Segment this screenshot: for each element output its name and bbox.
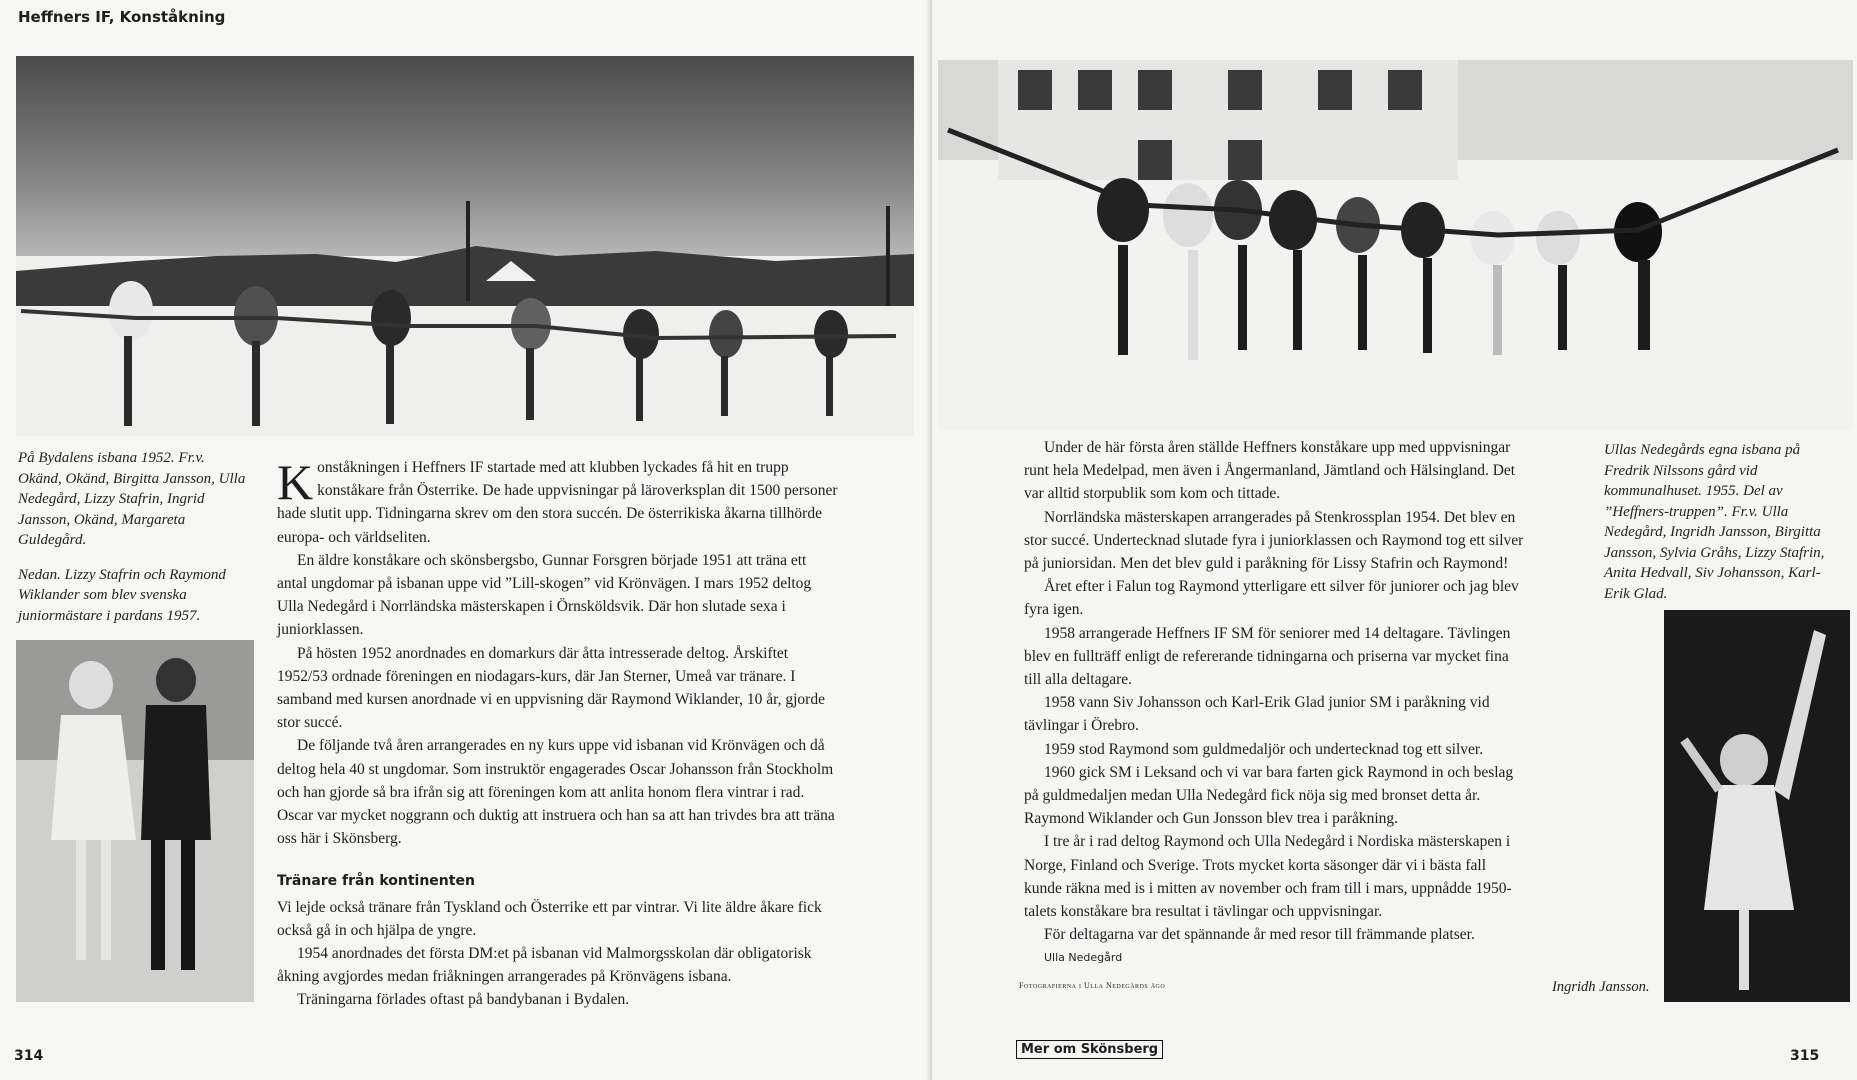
caption-bydalen: På Bydalens isbana 1952. Fr.v. Okänd, Okänd, Birgitta Jansson, Ulla Nedegård, Lizzy Stafrin, Ingrid Jansson, Okänd, Margareta Guldegård. bbox=[18, 450, 246, 548]
dropcap: K bbox=[277, 454, 314, 510]
paragraph: 1958 arrangerade Heffners IF SM för seniorer med 14 deltagare. Tävlingen blev en fullträff enligt de refererande tidningarna och priserna var mycket fina till alla deltagare. bbox=[1024, 624, 1511, 689]
paragraph: 1958 vann Siv Johansson och Karl-Erik Glad junior SM i paråkning vid tävlingar i Örebro. bbox=[1024, 694, 1490, 735]
paragraph: Norrländska mästerskapen arrangerades på Stenkrossplan 1954. Det blev en stor succé. Undertecknad slutade fyra i juniorklassen och Raymond tog ett silver på juniorsidan. Men det blev guld i paråkning för Lissy Stafrin och Raymond! bbox=[1024, 508, 1524, 573]
left-article-column bbox=[277, 456, 839, 1012]
paragraph: Året efter i Falun tog Raymond ytterligare ett silver för juniorer och jag blev fyra igen. bbox=[1024, 578, 1519, 619]
subheading: Tränare från kontinenten bbox=[277, 873, 475, 890]
photo-bydalen-skaters bbox=[16, 56, 914, 436]
photo-credit-small: Fotografierna i Ulla Nedegårds ägo bbox=[1019, 981, 1166, 990]
paragraph: 1960 gick SM i Leksand och vi var bara farten gick Raymond in och beslag på guldmedaljen medan Ulla Nedegård fick nöja sig med bronset detta år. Raymond Wiklander och Gun Jonsson blev trea i paråkning. bbox=[1024, 763, 1514, 828]
caption-pair: Nedan. Lizzy Stafrin och Raymond Wiklander som blev svenska juniormästare i pardans 1957. bbox=[18, 566, 226, 624]
right-page bbox=[932, 0, 1857, 1080]
page-number-left: 314 bbox=[14, 1048, 44, 1064]
author-signature: Ulla Nedegård bbox=[1044, 951, 1123, 965]
photo-solo-skater bbox=[1664, 610, 1850, 1002]
caption-block bbox=[18, 448, 250, 640]
photo-heffners-truppen bbox=[938, 60, 1853, 430]
paragraph: onståkningen i Heffners IF startade med att klubben lyckades få hit en trupp konståkare från Österrike. De hade uppvisningar på läroverksplan dit 1500 personer hade slutit upp. Tidningarna skrev om den stora succén. De österrikiska åkarna tillhörde europa- och världseliten. bbox=[277, 459, 838, 546]
paragraph: Träningarna förlades oftast på bandybanan i Bydalen. bbox=[297, 991, 630, 1009]
paragraph: En äldre konståkare och skönsbergsbo, Gunnar Forsgren började 1951 att träna ett antal ungdomar på isbanan uppe vid ”Lill-skogen” vid Krönvägen. I mars 1952 deltog Ulla Nedegård i Norrländska mästerskapen i Örnsköldsvik. Där hon slutade sexa i juniorklassen. bbox=[277, 551, 812, 639]
paragraph: Vi lejde också tränare från Tyskland och Österrike ett par vintrar. Vi lite äldre åkare fick också gå in och hjälpa de yngre. bbox=[277, 898, 822, 939]
paragraph: De följande två åren arrangerades en ny kurs uppe vid isbanan vid Krönvägen och då deltog hela 40 st ungdomar. Som instruktör engagerades Oscar Johansson från Stockholm och han gjorde så bra ifrån sig att föreningen kom att anlita honom flera vintrar i rad. Oscar var mycket noggrann och duktig att instruera och han sa att han trivdes bra att träna oss här i Skönsberg. bbox=[277, 737, 835, 848]
paragraph: Under de här första åren ställde Heffners konståkare upp med uppvisningar runt hela Medelpad, men även i Ångermanland, Jämtland och Hälsingland. Det var alltid storpublik som kom och tittade. bbox=[1024, 439, 1516, 503]
photo-pair-skaters bbox=[16, 640, 254, 1002]
caption-truppen: Ullas Nedegårds egna isbana på Fredrik Nilssons gård vid kommunalhuset. 1955. Del av ”Heffners-truppen”. Fr.v. Ulla Nedegård, Ingridh Jansson, Birgitta Jansson, Sylvia Gråhs, Lizzy Stafrin, Anita Hedvall, Siv Johansson, Karl-Erik Glad. bbox=[1604, 442, 1825, 602]
right-article-column bbox=[1024, 436, 1524, 970]
paragraph: För deltagarna var det spännande år med resor till främmande platser. bbox=[1044, 926, 1475, 944]
footer-section-label: Mer om Skönsberg bbox=[1016, 1040, 1163, 1059]
paragraph: 1954 anordnades det första DM:et på isbanan vid Malmorgsskolan där obligatorisk åkning avgjordes medan friåkningen arrangerades på Krönvägens isbana. bbox=[277, 945, 812, 986]
paragraph: I tre år i rad deltog Raymond och Ulla Nedegård i Nordiska mästerskapen i Norge, Finland och Sverige. Trots mycket korta säsonger där vi i bästa fall kunde räkna med is i mitten av november och fram till i mars, uppnådde 1950-talets konståkare bra resultat i tävlingar och uppvisningar. bbox=[1024, 833, 1512, 921]
paragraph: 1959 stod Raymond som guldmedaljör och undertecknad tog ett silver. bbox=[1044, 740, 1484, 758]
paragraph: På hösten 1952 anordnades en domarkurs där åtta intresserade deltog. Årskiftet 1952/53 ordnade föreningen en niodagars-kurs, där Jan Sterner, Umeå var tränare. I samband med kursen anordnade vi en uppvisning där Raymond Wiklander, 10 år, gjorde stor succé. bbox=[277, 644, 825, 732]
photo-credit-name: Ingridh Jansson. bbox=[1552, 979, 1650, 995]
page-number-right: 315 bbox=[1790, 1048, 1820, 1064]
running-head: Heffners IF, Konståkning bbox=[18, 8, 226, 26]
